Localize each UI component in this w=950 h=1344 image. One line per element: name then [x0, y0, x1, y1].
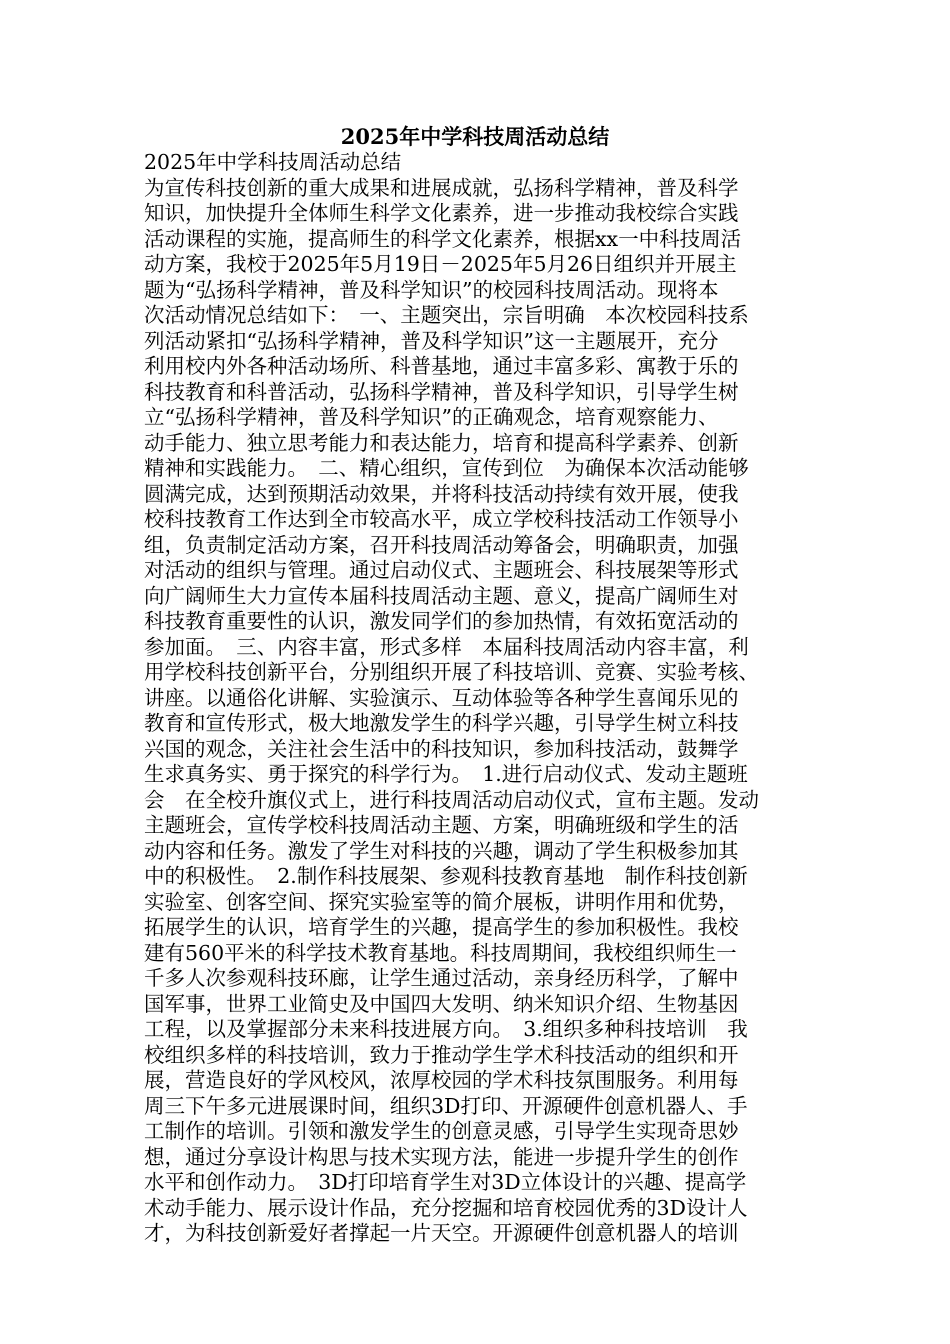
- body-text-line: 周三下午多元进展课时间，组织3D打印、开源硬件创意机器人、手: [144, 1093, 748, 1118]
- body-text-line: 建有560平米的科学技术教育基地。科技周期间，我校组织师生一: [144, 940, 737, 965]
- body-text-line: 校科技教育工作达到全市较高水平，成立学校科技活动工作领导小: [144, 507, 739, 531]
- body-text-line: 科技教育重要性的认识，激发同学们的参加热情，有效拓宽活动的: [144, 609, 739, 633]
- document-title: 2025年中学科技周活动总结: [340, 124, 610, 149]
- body-text-line: 活动课程的实施，提高师生的科学文化素养，根据xx一中科技周活: [144, 226, 742, 251]
- body-text-line: 拓展学生的认识，培育学生的兴趣，提高学生的参加积极性。我校: [144, 915, 739, 939]
- body-text-line: 术动手能力、展示设计作品，充分挖掘和培育校园优秀的3D设计人: [144, 1195, 748, 1220]
- body-text-line: 动方案，我校于2025年5月19日－2025年5月26日组织并开展主: [144, 252, 737, 276]
- body-text-line: 对活动的组织与管理。通过启动仪式、主题班会、科技展架等形式: [144, 558, 739, 582]
- body-text-line: 想，通过分享设计构思与技术实现方法，能进一步提升学生的创作: [144, 1144, 739, 1169]
- body-text-line: 生求真务实、勇于探究的科学行为。 1.进行启动仪式、发动主题班: [144, 762, 748, 786]
- body-text-line: 为宣传科技创新的重大成果和进展成就，弘扬科学精神，普及科学: [144, 175, 739, 200]
- body-text-line: 主题班会，宣传学校科技周活动主题、方案，明确班级和学生的活: [144, 813, 739, 837]
- body-text-line: 教育和宣传形式，极大地激发学生的科学兴趣，引导学生树立科技: [144, 711, 739, 735]
- body-text-line: 展，营造良好的学风校风，浓厚校园的学术科技氛围服务。利用每: [144, 1068, 739, 1092]
- body-text-line: 次活动情况总结如下： 一、主题突出，宗旨明确 本次校园科技系: [144, 303, 749, 327]
- body-text-line: 圆满完成，达到预期活动效果，并将科技活动持续有效开展，使我: [144, 481, 739, 506]
- document-body: [144, 150, 814, 1247]
- body-text-line: 千多人次参观科技环廊，让学生通过活动，亲身经历科学，了解中: [144, 966, 739, 990]
- body-text-line: 会 在全校升旗仪式上，进行科技周活动启动仪式，宣布主题。发动: [144, 787, 759, 812]
- body-text-line: 讲座。以通俗化讲解、实验演示、互动体验等各种学生喜闻乐见的: [144, 685, 739, 710]
- body-text-line: 组，负责制定活动方案，召开科技周活动筹备会，明确职责，加强: [144, 532, 739, 557]
- body-text-line: 动手能力、独立思考能力和表达能力，培育和提高科学素养、创新: [144, 430, 739, 455]
- body-text-line: 实验室、创客空间、探究实验室等的简介展板，讲明作用和优势，: [144, 889, 739, 914]
- body-text-line: 科技教育和科普活动，弘扬科学精神，普及科学知识，引导学生树: [144, 379, 739, 404]
- body-text-line: 动内容和任务。激发了学生对科技的兴趣，调动了学生积极参加其: [144, 838, 739, 863]
- body-text-line: 立“弘扬科学精神，普及科学知识”的正确观念，培育观察能力、: [144, 405, 719, 429]
- body-text-line: 工制作的培训。引领和激发学生的创意灵感，引导学生实现奇思妙: [144, 1119, 739, 1143]
- body-text-line: 用学校科技创新平台，分别组织开展了科技培训、竞赛、实验考核、: [144, 660, 759, 684]
- body-text-line: 参加面。 三、内容丰富，形式多样 本届科技周活动内容丰富，利: [144, 634, 749, 659]
- body-text-line: 中的积极性。 2.制作科技展架、参观科技教育基地 制作科技创新: [144, 864, 748, 888]
- body-text-line: 国军事，世界工业简史及中国四大发明、纳米知识介绍、生物基因: [144, 991, 739, 1016]
- body-text-line: 知识，加快提升全体师生科学文化素养，进一步推动我校综合实践: [144, 201, 739, 225]
- body-text-line: 才，为科技创新爱好者撑起一片天空。开源硬件创意机器人的培训: [144, 1221, 739, 1245]
- body-text-line: 题为“弘扬科学精神，普及科学知识”的校园科技周活动。现将本: [144, 277, 719, 302]
- body-text-line: 兴国的观念，关注社会生活中的科技知识，参加科技活动，鼓舞学: [144, 736, 739, 761]
- body-text-line: 工程，以及掌握部分未来科技进展方向。 3.组织多种科技培训 我: [144, 1017, 748, 1041]
- body-text-line: 水平和创作动力。 3D打印培育学生对3D立体设计的兴趣、提高学: [144, 1170, 747, 1194]
- body-text-line: 列活动紧扣“弘扬科学精神，普及科学知识”这一主题展开，充分: [144, 328, 719, 353]
- body-text-line: 精神和实践能力。 二、精心组织，宣传到位 为确保本次活动能够: [144, 456, 749, 480]
- body-text-line: 向广阔师生大力宣传本届科技周活动主题、意义，提高广阔师生对: [144, 583, 739, 608]
- body-text-line: 2025年中学科技周活动总结: [144, 150, 402, 174]
- body-text-line: 利用校内外各种活动场所、科普基地，通过丰富多彩、寓教于乐的: [144, 354, 739, 378]
- body-text-line: 校组织多样的科技培训，致力于推动学生学术科技活动的组织和开: [144, 1042, 739, 1067]
